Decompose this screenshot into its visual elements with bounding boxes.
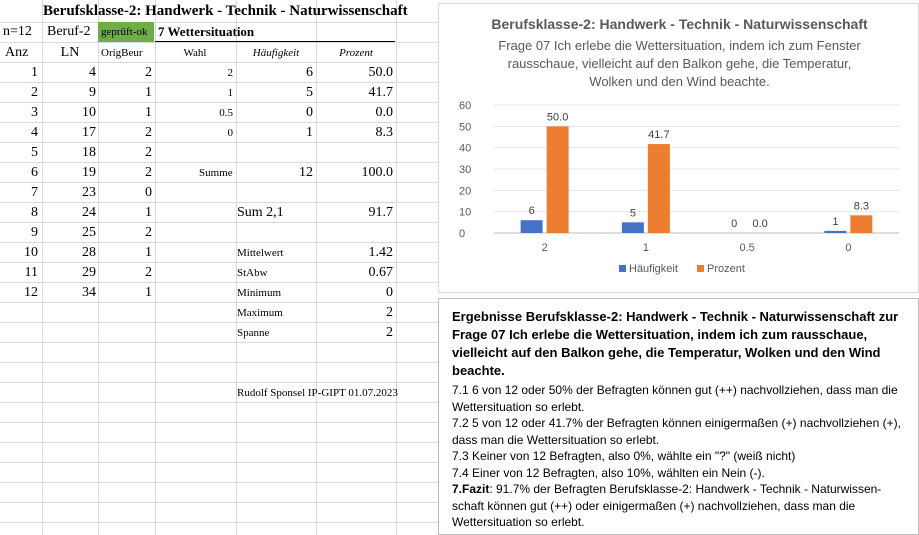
- legend-label: Prozent: [707, 263, 745, 275]
- author-line[interactable]: Rudolf Sponsel IP-GIPT 01.07.2023: [237, 387, 398, 399]
- row-ln[interactable]: 17: [82, 125, 96, 140]
- chart-subtitle-line: rausschaue, vielleicht auf den Balkon gehe, die Temperatur,: [507, 56, 852, 71]
- stat-value[interactable]: 2: [386, 325, 393, 340]
- legend-swatch: [697, 265, 704, 272]
- freq-wahl[interactable]: 0.5: [219, 107, 233, 119]
- x-tick-label: 0: [845, 242, 852, 254]
- data-label: 1: [832, 215, 839, 228]
- bar-prozent: [547, 126, 569, 233]
- data-label: 50.0: [546, 111, 569, 124]
- y-tick-label: 50: [459, 121, 472, 134]
- chart-subtitle-line: Wolken und den Wind beachte.: [589, 74, 770, 89]
- bar-haeufigkeit: [622, 222, 644, 233]
- row-ln[interactable]: 23: [82, 185, 96, 200]
- freq-prozent[interactable]: 41.7: [368, 85, 393, 100]
- row-anz[interactable]: 3: [31, 105, 38, 120]
- chart-title: Berufsklasse-2: Handwerk - Technik - Naturwissenschaft: [491, 16, 868, 32]
- row-origbeur[interactable]: 2: [145, 165, 152, 180]
- stat-value[interactable]: 0: [386, 285, 393, 300]
- bar-haeufigkeit: [824, 231, 846, 233]
- chart-panel[interactable]: [438, 3, 919, 293]
- row-origbeur[interactable]: 2: [145, 265, 152, 280]
- x-tick-label: 2: [541, 242, 548, 254]
- summe-prozent[interactable]: 100.0: [361, 165, 393, 180]
- bar-prozent: [648, 144, 670, 233]
- freq-haeufigkeit[interactable]: 1: [306, 125, 313, 140]
- freq-prozent[interactable]: 0.0: [375, 105, 393, 120]
- row-ln[interactable]: 19: [82, 165, 96, 180]
- header-prozent[interactable]: Prozent: [339, 47, 373, 59]
- stat-label[interactable]: Maximum: [237, 307, 283, 319]
- row-ln[interactable]: 34: [82, 285, 96, 300]
- summe-label[interactable]: Summe: [199, 167, 233, 179]
- row-anz[interactable]: 2: [31, 85, 38, 100]
- row-ln[interactable]: 25: [82, 225, 96, 240]
- summe-haeufigkeit[interactable]: 12: [299, 165, 313, 180]
- result-item: 7.3 Keiner von 12 Befragten, also 0%, wählte ein "?" (weiß nicht): [452, 449, 796, 463]
- data-label: 5: [629, 207, 636, 220]
- result-item: 7.4 Einer von 12 Befragten, also 10%, wählten ein Nein (-).: [452, 465, 765, 480]
- stat-label[interactable]: StAbw: [237, 267, 268, 279]
- freq-haeufigkeit[interactable]: 0: [306, 105, 313, 120]
- sum21-value[interactable]: 91.7: [368, 205, 393, 220]
- grid-column-line: [396, 0, 397, 535]
- y-tick-label: 0: [459, 228, 466, 240]
- row-anz[interactable]: 11: [24, 265, 38, 280]
- row-anz[interactable]: 7: [31, 185, 38, 200]
- stat-value[interactable]: 1.42: [368, 245, 393, 260]
- row-anz[interactable]: 5: [31, 145, 38, 160]
- row-anz[interactable]: 12: [24, 285, 38, 300]
- row-ln[interactable]: 4: [89, 65, 96, 80]
- y-tick-label: 60: [459, 100, 472, 112]
- row-ln[interactable]: 18: [82, 145, 96, 160]
- stat-value[interactable]: 0.67: [368, 265, 393, 280]
- row-origbeur[interactable]: 1: [145, 105, 152, 120]
- freq-prozent[interactable]: 50.0: [368, 65, 393, 80]
- result-item: 7.1 6 von 12 oder 50% der Befragten können gut (++) nachvollziehen, dass man die Wettersituation so erlebt.: [452, 383, 898, 414]
- bar-prozent: [850, 215, 872, 233]
- row-anz[interactable]: 4: [31, 125, 38, 140]
- freq-wahl[interactable]: 2: [227, 67, 233, 79]
- n-label[interactable]: n=12: [3, 24, 32, 39]
- stat-label[interactable]: Mittelwert: [237, 247, 284, 259]
- row-anz[interactable]: 8: [31, 205, 38, 220]
- freq-wahl[interactable]: 0: [227, 127, 233, 139]
- data-label: 8.3: [853, 200, 870, 213]
- stat-label[interactable]: Spanne: [237, 327, 270, 339]
- sheet-title: Berufsklasse-2: Handwerk - Technik - Naturwissenschaft: [43, 3, 408, 19]
- fazit-label: 7.Fazit: [452, 482, 490, 496]
- data-label: 0.0: [752, 218, 768, 230]
- row-origbeur[interactable]: 1: [145, 285, 152, 300]
- row-ln[interactable]: 9: [89, 85, 96, 100]
- row-anz[interactable]: 6: [31, 165, 38, 180]
- row-origbeur[interactable]: 2: [145, 145, 152, 160]
- results-panel[interactable]: [438, 298, 919, 535]
- question-label[interactable]: 7 Wettersituation: [158, 24, 255, 39]
- chart-subtitle-line: Frage 07 Ich erlebe die Wettersituation, indem ich zum Fenster: [498, 38, 861, 53]
- header-haeufigkeit[interactable]: Häufigkeit: [252, 47, 300, 59]
- data-label: 41.7: [648, 129, 670, 142]
- legend-label: Häufigkeit: [629, 263, 678, 275]
- results-heading: Ergebnisse Berufsklasse-2: Handwerk - Technik - Naturwissenschaft zur Frage 07 Ich erlebe die Wettersituation, indem ich zum rausschaue, vielleicht auf den Balkon gehe, die Temperatur, Wolken und den Wind beachte.: [452, 309, 899, 378]
- freq-haeufigkeit[interactable]: 6: [306, 65, 313, 80]
- row-origbeur[interactable]: 2: [145, 225, 152, 240]
- row-origbeur[interactable]: 2: [145, 65, 152, 80]
- row-anz[interactable]: 1: [31, 65, 38, 80]
- fazit-text: : 91.7% der Befragten Berufsklasse-2: Handwerk - Technik - Naturwissen-schaft können gut (++) oder einigermaßen (+) nachvollziehen, dass man die Wettersituation so erlebt.: [452, 482, 882, 529]
- row-anz[interactable]: 9: [31, 225, 38, 240]
- sum21-label[interactable]: Sum 2,1: [237, 205, 284, 220]
- data-label: 6: [528, 205, 535, 218]
- row-origbeur[interactable]: 1: [145, 245, 152, 260]
- bar-haeufigkeit: [521, 220, 543, 233]
- header-anz[interactable]: Anz: [5, 45, 29, 60]
- header-underline: [155, 41, 395, 42]
- result-fazit: [452, 481, 906, 531]
- x-tick-label: 0.5: [739, 242, 755, 254]
- row-ln[interactable]: 29: [82, 265, 96, 280]
- freq-prozent[interactable]: 8.3: [375, 125, 393, 140]
- header-ln[interactable]: LN: [60, 45, 80, 60]
- row-ln[interactable]: 28: [82, 245, 96, 260]
- row-anz[interactable]: 10: [24, 245, 38, 260]
- stat-label[interactable]: Minimum: [237, 287, 282, 299]
- result-item: 7.2 5 von 12 oder 41.7% der Befragten können einigermaßen (+) nachvollziehen (+), dass man die Wettersituation so erlebt.: [452, 416, 901, 447]
- row-origbeur[interactable]: 2: [145, 125, 152, 140]
- header-origbeur[interactable]: OrigBeur: [101, 47, 143, 59]
- data-label: 0: [731, 218, 738, 230]
- row-ln[interactable]: 10: [82, 105, 96, 120]
- y-tick-label: 40: [459, 142, 472, 155]
- y-tick-label: 30: [459, 164, 472, 176]
- legend-swatch: [619, 265, 626, 272]
- x-tick-label: 1: [642, 242, 649, 254]
- stat-value[interactable]: 2: [386, 305, 393, 320]
- header-wahl[interactable]: Wahl: [183, 47, 207, 59]
- row-origbeur[interactable]: 1: [145, 205, 152, 220]
- beruf-label[interactable]: Beruf-2: [47, 24, 91, 39]
- row-origbeur[interactable]: 1: [145, 85, 152, 100]
- row-origbeur[interactable]: 0: [145, 185, 152, 200]
- y-tick-label: 10: [459, 206, 472, 219]
- row-ln[interactable]: 24: [82, 205, 96, 220]
- y-tick-label: 20: [459, 185, 472, 198]
- freq-wahl[interactable]: 1: [227, 87, 233, 99]
- checked-label[interactable]: geprüft-ok: [101, 26, 148, 38]
- freq-haeufigkeit[interactable]: 5: [306, 85, 313, 100]
- bar-chart: [439, 4, 918, 292]
